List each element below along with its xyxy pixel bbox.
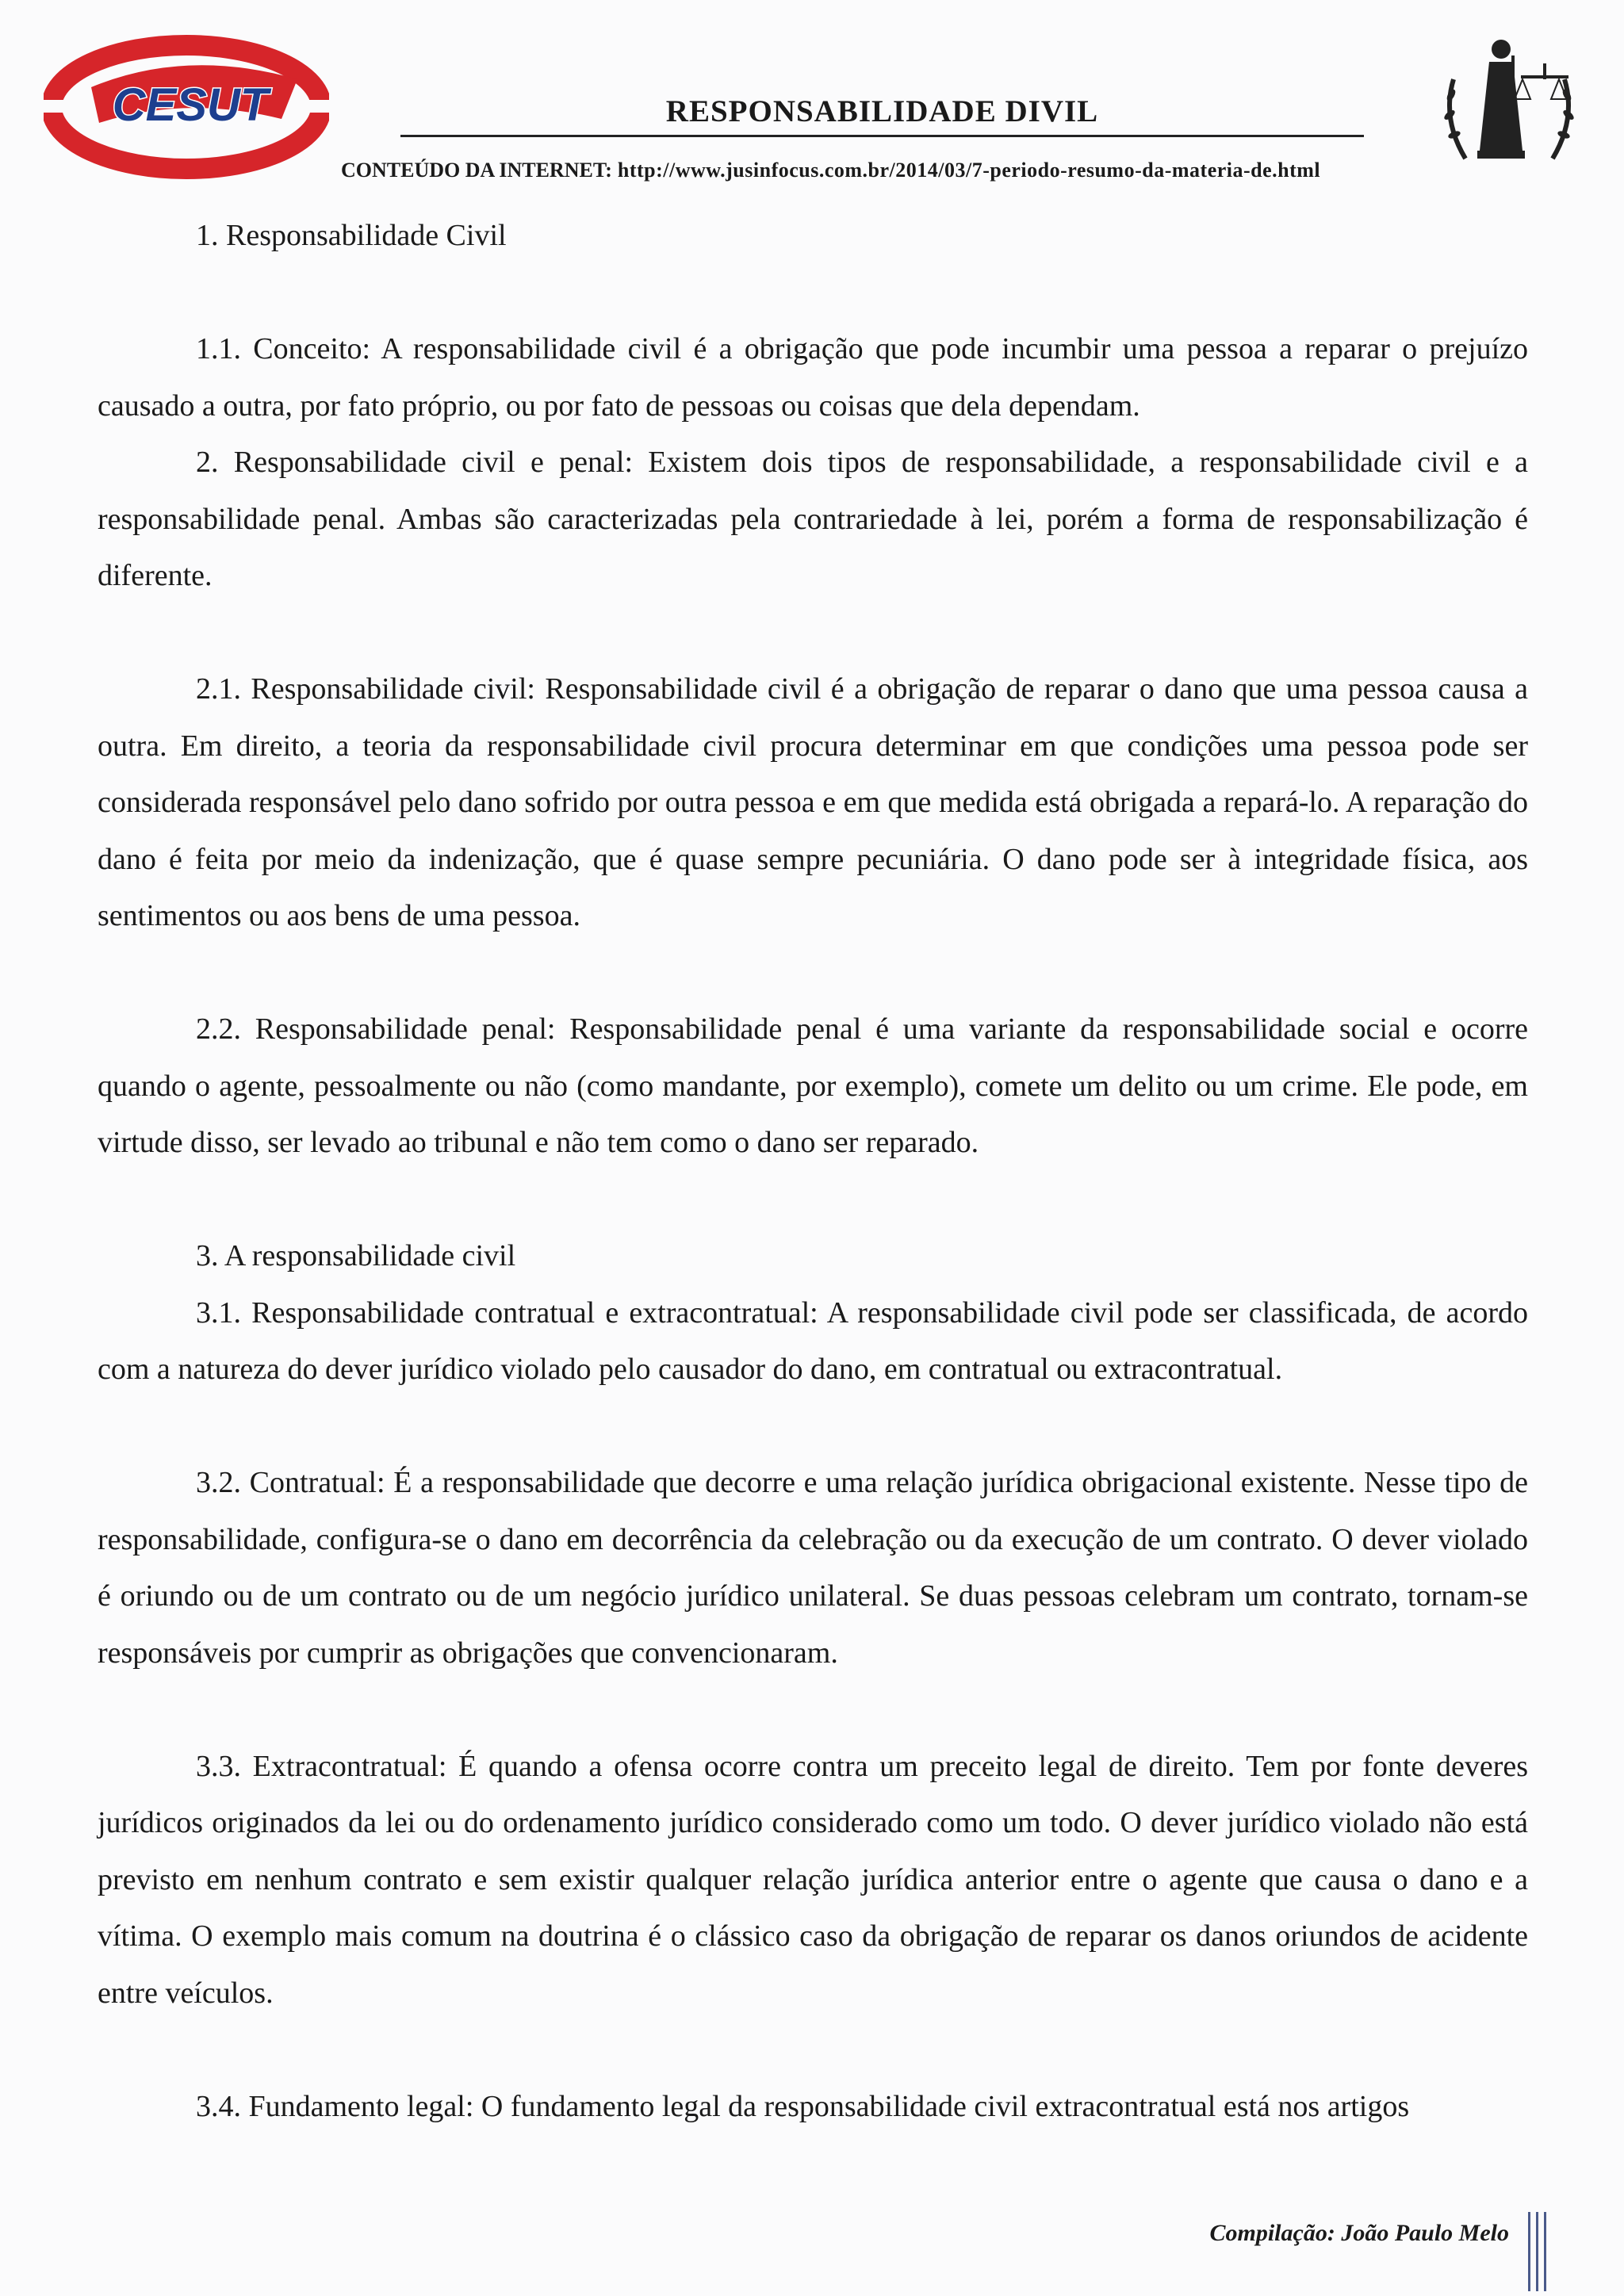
source-line (341, 159, 1320, 182)
document-body (98, 208, 1528, 2135)
paragraph-3-3: 3.3. Extracontratual: É quando a ofensa ocorre contra um preceito legal de direito. Tem por fonte deveres jurídicos originados da lei ou do ordenamento jurídico considerado como um todo. O dever jurídico violado não está previsto em nenhum contrato e sem existir qualquer relação jurídica anterior entre o agente que causa o dano e a vítima. O exemplo mais comum na doutrina é o clássico caso da obrigação de reparar os danos oriundos de acidente entre veículos. (98, 1749, 1528, 2010)
source-url: http://www.jusinfocus.com.br/2014/03/7-periodo-resumo-da-materia-de.html (617, 159, 1321, 182)
justice-emblem-icon (1434, 32, 1584, 174)
source-label: CONTEÚDO DA INTERNET: (341, 159, 612, 182)
header-divider (400, 135, 1364, 137)
paragraph-3-4: 3.4. Fundamento legal: O fundamento legal da responsabilidade civil extracontratual está nos artigos (196, 2089, 1410, 2123)
paragraph-2-1: 2.1. Responsabilidade civil: Responsabilidade civil é a obrigação de reparar o dano que uma pessoa causa a outra. Em direito, a teoria da responsabilidade civil procura determinar em que condições uma pessoa pode ser considerada responsável pelo dano sofrido por outra pessoa e em que medida está obrigada a repará-lo. A reparação do dano é feita por meio da indenização, que é quase sempre pecuniária. O dano pode ser à integridade física, aos sentimentos ou aos bens de uma pessoa. (98, 672, 1528, 932)
document-title: RESPONSABILIDADE DIVIL (665, 94, 1099, 128)
cesut-logo-text: CESUT (112, 79, 269, 131)
cesut-logo (44, 32, 329, 182)
section-heading-3: 3. A responsabilidade civil (196, 1239, 516, 1272)
footer-credit: Compilação: João Paulo Melo (1209, 2220, 1509, 2246)
paragraph-2-2: 2.2. Responsabilidade penal: Responsabilidade penal é uma variante da responsabilidade social e ocorre quando o agente, pessoalmente ou não (como mandante, por exemplo), comete um delito ou um crime. Ele pode, em virtude disso, ser levado ao tribunal e não tem como o dano ser reparado. (98, 1012, 1528, 1159)
paragraph-3-1: 3.1. Responsabilidade contratual e extracontratual: A responsabilidade civil pode ser classificada, de acordo com a natureza do dever jurídico violado pelo causador do dano, em contratual ou extracontratual. (98, 1295, 1528, 1386)
paragraph-2: 2. Responsabilidade civil e penal: Existem dois tipos de responsabilidade, a responsabilidade civil e a responsabilidade penal. Ambas são caracterizadas pela contrariedade à lei, porém a forma de responsabilização é diferente. (98, 446, 1528, 592)
footer-decoration (1526, 2212, 1550, 2291)
paragraph-1-1: 1.1. Conceito: A responsabilidade civil é a obrigação que pode incumbir uma pessoa a reparar o prejuízo causado a outra, por fato próprio, ou por fato de pessoas ou coisas que dela dependam. (98, 332, 1528, 423)
section-heading-1: 1. Responsabilidade Civil (196, 219, 507, 252)
paragraph-3-2: 3.2. Contratual: É a responsabilidade que decorre e uma relação jurídica obrigacional existente. Nesse tipo de responsabilidade, configura-se o dano em decorrência da celebração ou da execução de um contrato. O dever violado é oriundo ou de um contrato ou de um negócio jurídico unilateral. Se duas pessoas celebram um contrato, tornam-se responsáveis por cumprir as obrigações que convencionaram. (98, 1466, 1528, 1670)
